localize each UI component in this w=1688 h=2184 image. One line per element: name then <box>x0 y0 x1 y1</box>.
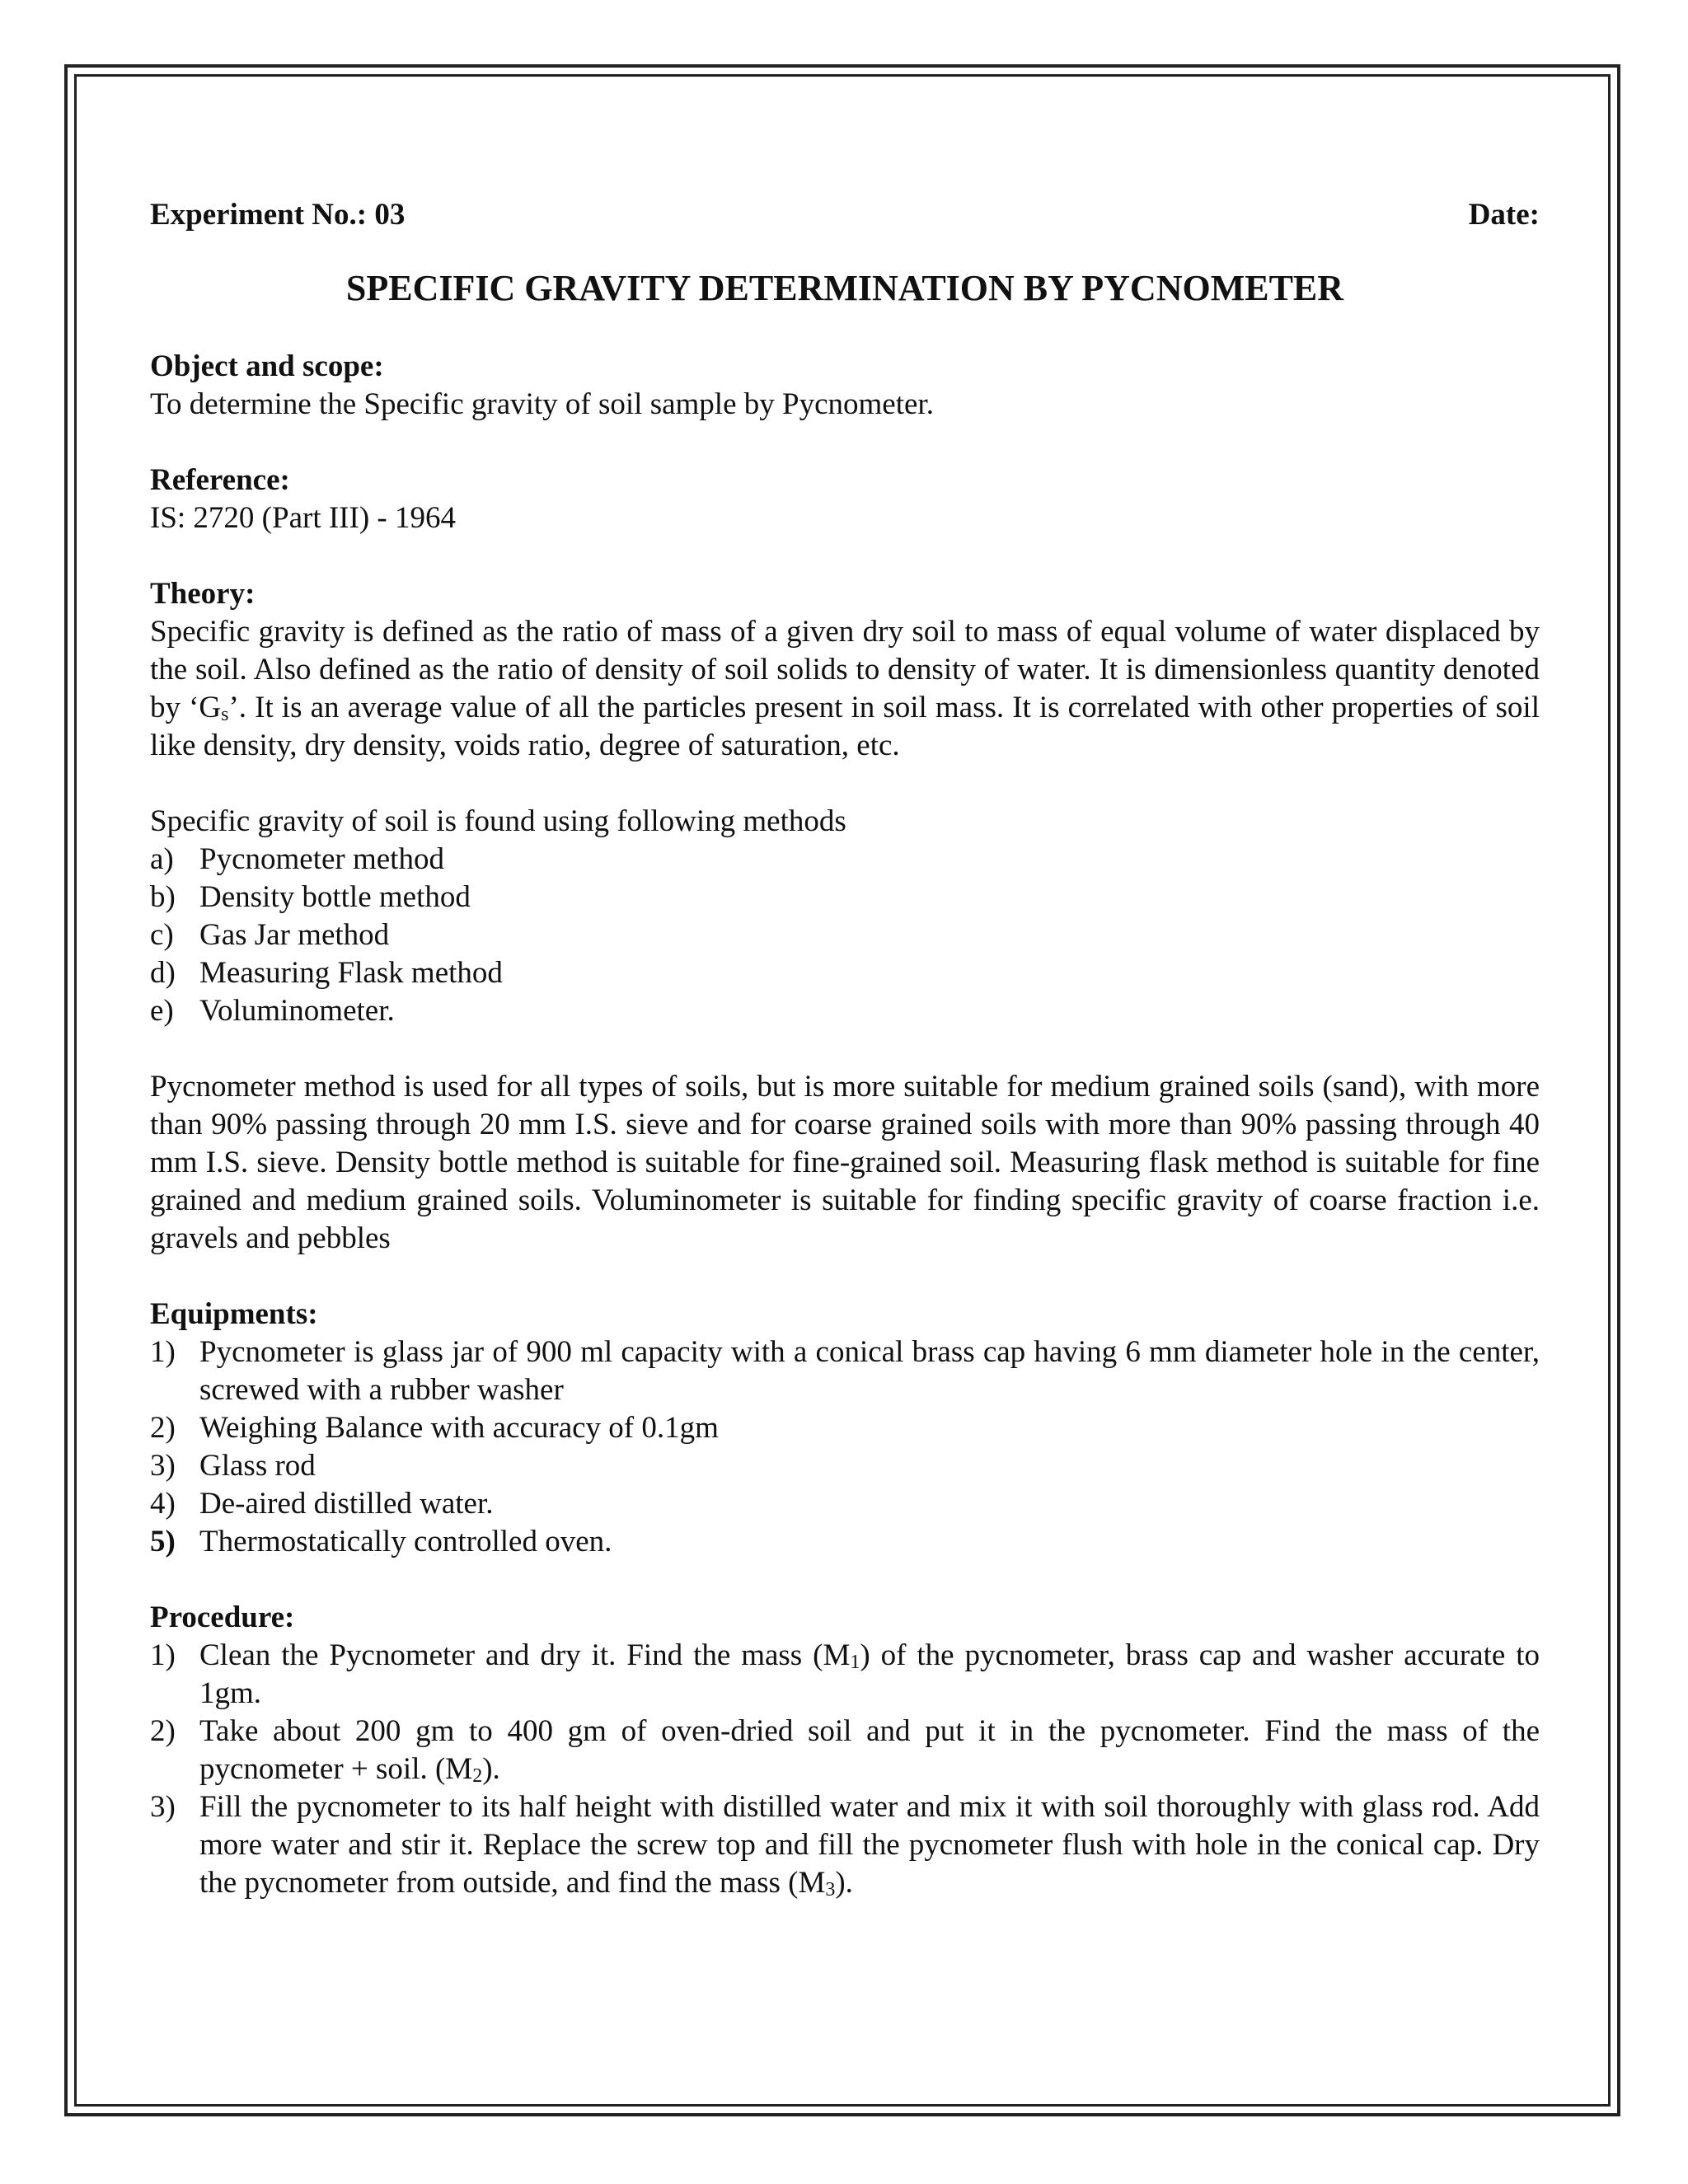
methods-list <box>150 841 1540 1030</box>
list-marker: 1) <box>150 1638 176 1672</box>
list-item-text: Pycnometer method <box>199 842 444 876</box>
list-item <box>150 916 1540 954</box>
list-marker: d) <box>150 956 176 990</box>
list-item-text <box>199 1788 1540 1902</box>
step-text-part: ) of the pycnometer, brass cap and washer accurate to 1gm. <box>199 1638 1540 1710</box>
theory-section <box>150 575 1540 765</box>
equipments-heading: Equipments: <box>150 1297 318 1331</box>
list-item <box>150 841 1540 879</box>
step-text-part: Clean the Pycnometer and dry it. Find the mass (M <box>199 1638 851 1672</box>
list-item <box>150 1523 1540 1561</box>
list-marker: 3) <box>150 1790 176 1824</box>
equipments-list <box>150 1333 1540 1561</box>
theory-text-part: Specific gravity is defined as the ratio of mass of a given dry soil to mass of equal volume of water displaced by the soil. Also defined as the ratio of density of soil solids to density of water. It is dimensionless quantity denoted by ‘G <box>150 615 1540 724</box>
header-row <box>150 196 1540 234</box>
theory-paragraph-1 <box>150 613 1540 765</box>
list-item-text: Weighing Balance with accuracy of 0.1gm <box>199 1411 719 1445</box>
list-marker: c) <box>150 918 174 952</box>
list-item-text: Glass rod <box>199 1449 316 1483</box>
subscript: 1 <box>850 1652 860 1673</box>
reference-heading: Reference: <box>150 463 290 497</box>
list-marker: 2) <box>150 1411 176 1445</box>
list-marker: 4) <box>150 1487 176 1521</box>
document-body <box>150 196 1540 1940</box>
list-marker: b) <box>150 880 176 914</box>
step-text-part: ). <box>482 1752 500 1786</box>
list-item <box>150 1637 1540 1713</box>
page-title: SPECIFIC GRAVITY DETERMINATION BY PYCNOMETER <box>345 268 1344 308</box>
list-item <box>150 879 1540 916</box>
equipments-section <box>150 1296 1540 1561</box>
step-text-part: Take about 200 gm to 400 gm of oven-dried soil and put it in the pycnometer. Find the mass of the pycnometer + soil. (M <box>199 1714 1540 1786</box>
step-text-part: ). <box>835 1866 853 1900</box>
experiment-number: Experiment No.: 03 <box>150 198 406 232</box>
list-item-text: Gas Jar method <box>199 918 390 952</box>
list-marker: e) <box>150 994 174 1028</box>
object-scope-text: To determine the Specific gravity of soil sample by Pycnometer. <box>150 387 934 421</box>
reference-text: IS: 2720 (Part III) - 1964 <box>150 501 456 535</box>
list-marker: 3) <box>150 1449 176 1483</box>
procedure-section <box>150 1599 1540 1902</box>
procedure-list <box>150 1637 1540 1902</box>
list-item-text: Measuring Flask method <box>199 956 503 990</box>
subscript: 2 <box>472 1765 483 1787</box>
list-item-text: Density bottle method <box>199 880 471 914</box>
theory-paragraph-2: Pycnometer method is used for all types of soils, but is more suitable for medium grained soils (sand), with more than 90% passing through 20 mm I.S. sieve and for coarse grained soils with more than 90% passing through 40 mm I.S. sieve. Density bottle method is suitable for fine-grained soil. Measuring flask method is suitable for fine grained and medium grained soils. Voluminometer is suitable for finding specific gravity of coarse fraction i.e. gravels and pebbles <box>150 1070 1540 1255</box>
list-item <box>150 1485 1540 1523</box>
list-item <box>150 1713 1540 1788</box>
list-item-text: Voluminometer. <box>199 994 395 1028</box>
list-marker: 2) <box>150 1714 176 1748</box>
subscript: 3 <box>825 1879 836 1900</box>
list-item <box>150 954 1540 992</box>
theory-heading: Theory: <box>150 577 256 611</box>
list-item <box>150 1447 1540 1485</box>
object-scope-section <box>150 348 1540 424</box>
subscript: s <box>221 704 229 725</box>
methods-section <box>150 803 1540 1030</box>
list-marker: 5) <box>150 1525 176 1558</box>
reference-section <box>150 462 1540 537</box>
list-item-text: Pycnometer is glass jar of 900 ml capacity with a conical brass cap having 6 mm diameter hole in the center, screwed with a rubber washer <box>199 1335 1540 1407</box>
date-label: Date: <box>1468 198 1540 232</box>
methods-intro: Specific gravity of soil is found using following methods <box>150 804 846 838</box>
list-marker: 1) <box>150 1335 176 1369</box>
list-item-text: De-aired distilled water. <box>199 1487 494 1521</box>
list-item-text: Thermostatically controlled oven. <box>199 1525 612 1558</box>
step-text-part: Fill the pycnometer to its half height with distilled water and mix it with soil thoroughly with glass rod. Add more water and stir it. Replace the screw top and fill the pycnometer flush with hole in the conical cap. Dry the pycnometer from outside, and find the mass (M <box>199 1790 1540 1900</box>
theory-paragraph-2-section <box>150 1068 1540 1258</box>
list-item <box>150 1333 1540 1409</box>
object-scope-heading: Object and scope: <box>150 349 384 383</box>
list-item-text <box>199 1713 1540 1788</box>
procedure-heading: Procedure: <box>150 1601 295 1634</box>
list-item <box>150 992 1540 1030</box>
list-item <box>150 1788 1540 1902</box>
list-item-text <box>199 1637 1540 1713</box>
list-item <box>150 1409 1540 1447</box>
list-marker: a) <box>150 842 174 876</box>
theory-text-part: ’. It is an average value of all the particles present in soil mass. It is correlated with other properties of soil like density, dry density, voids ratio, degree of saturation, etc. <box>150 691 1540 762</box>
